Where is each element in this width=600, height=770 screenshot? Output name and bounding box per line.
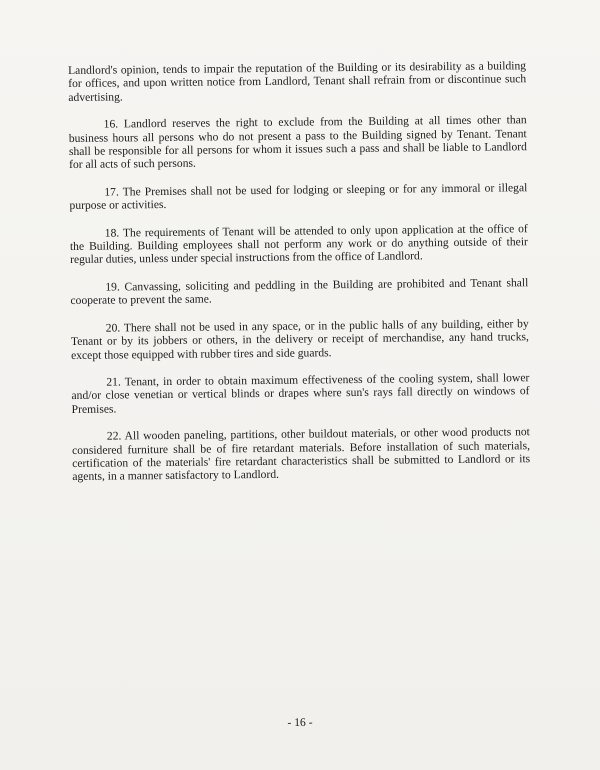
page-number: - 16 - xyxy=(287,715,313,730)
paragraph-18: 18. The requirements of Tenant will be attended to only upon application at the office of the Building. Building employees shall not perform any work or do anything outside of their regular duties, unless under special instructions from the office of Landlord. xyxy=(69,221,528,267)
document-body xyxy=(68,59,531,498)
paragraph-19: 19. Canvassing, soliciting and peddling in the Building are prohibited and Tenant shall cooperate to prevent the same. xyxy=(70,276,529,308)
paragraph-16: 16. Landlord reserves the right to exclude from the Building at all times other than business hours all persons who do not present a pass to the Building signed by Tenant. Tenant shall be responsible for all persons for whom it issues such a pass and shall be liable to Landlord for all acts of such persons. xyxy=(68,113,527,172)
paragraph-21: 21. Tenant, in order to obtain maximum effectiveness of the cooling system, shall lower and/or close venetian or vertical blinds or drapes where sun's rays fall directly on windows of Premises. xyxy=(71,371,530,416)
paragraph-17: 17. The Premises shall not be used for lodging or sleeping or for any immoral or illegal purpose or activities. xyxy=(69,181,528,213)
paragraph-continuation: Landlord's opinion, tends to impair the reputation of the Building or its desirability as a building for offices, and upon written notice from Landlord, Tenant shall refrain from or discontinue such advertising. xyxy=(68,59,527,104)
paragraph-20: 20. There shall not be used in any space, or in the public halls of any building, either by Tenant or by its jobbers or others, in the delivery or receipt of merchandise, any hand trucks, except those equipped with rubber tires and side guards. xyxy=(70,316,529,362)
paragraph-22: 22. All wooden paneling, partitions, other buildout materials, or other wood products not considered furniture shall be of fire retardant materials. Before installation of such materials, certification of the materials' fire retardant characteristics shall be submitted to Landlord or its agents, in a manner satisfactory to Landlord. xyxy=(71,425,531,484)
